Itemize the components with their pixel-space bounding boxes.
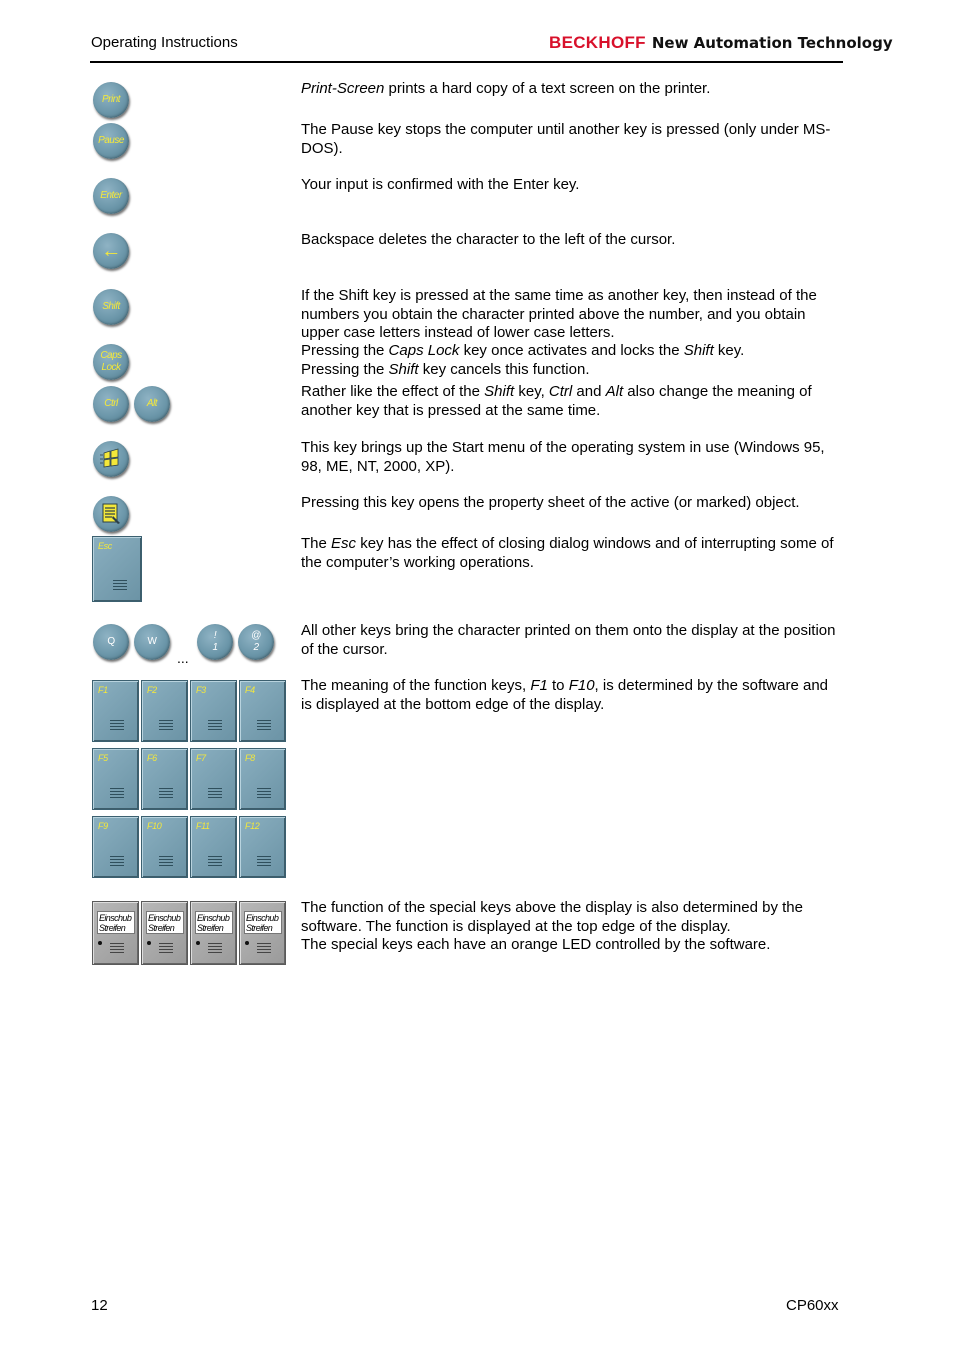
print-text: prints a hard copy of a text screen on the printer. xyxy=(384,80,711,97)
key-grip xyxy=(159,856,173,868)
w-key-label: W xyxy=(147,636,157,647)
brand-logo xyxy=(549,33,893,53)
ctrl-alt-description xyxy=(301,383,841,420)
fkeys-text-3: , is determined by the software and is displayed at the bottom edge of the display. xyxy=(301,677,829,713)
f11-key xyxy=(190,816,237,878)
shift-description: If the Shift key is pressed at the same time as another key, then instead of the numbers you obtain the character printed above the number, and you obtain upper case letters instead of lower case letters. xyxy=(301,287,817,341)
fkeys-term-2: F10 xyxy=(568,677,595,694)
f5-key xyxy=(92,748,139,810)
key-grip xyxy=(110,856,124,868)
caps-term-3: Shift xyxy=(388,360,419,378)
page-number: 12 xyxy=(91,1297,108,1314)
insert-strip xyxy=(146,911,184,934)
two-key-shift-label: @ xyxy=(251,630,261,641)
insert-strip-line1: Einschub xyxy=(99,913,132,923)
caps-term-2: Shift xyxy=(683,342,714,359)
key-grip xyxy=(257,720,271,732)
context-menu-icon xyxy=(100,502,122,526)
f2-key xyxy=(141,680,188,742)
key-grip xyxy=(159,720,173,732)
pause-key-label: Pause xyxy=(98,135,124,146)
ctrl-term-3: Alt xyxy=(605,383,624,400)
insert-strip-line2: Streifen xyxy=(197,923,224,933)
key-grip xyxy=(110,788,124,800)
enter-description: Your input is confirmed with the Enter key. xyxy=(301,176,580,193)
f10-key-label: F10 xyxy=(147,821,162,831)
caps-lock-description xyxy=(301,342,841,379)
ctrl-key-label: Ctrl xyxy=(104,398,118,409)
caps-text-3: key. xyxy=(713,342,745,359)
esc-text-1: The xyxy=(301,535,332,552)
two-key-label: 2 xyxy=(253,642,259,653)
enter-key xyxy=(93,178,129,214)
esc-text-2: key has the effect of closing dialog windows and of interrupting some of the computer’s working operations. xyxy=(301,535,834,571)
f5-key-label: F5 xyxy=(98,753,108,763)
shift-key-label: Shift xyxy=(102,301,120,312)
f9-key xyxy=(92,816,139,878)
led-indicator xyxy=(147,941,151,945)
product-name: CP60xx xyxy=(786,1297,839,1314)
insert-strip-line2: Streifen xyxy=(148,923,175,933)
f3-key-label: F3 xyxy=(196,685,206,695)
esc-description xyxy=(301,535,841,572)
ctrl-text-2: key, xyxy=(514,383,549,400)
insert-strip-line2: Streifen xyxy=(246,923,273,933)
ctrl-term-2: Ctrl xyxy=(548,383,573,400)
shift-key xyxy=(93,289,129,325)
f7-key xyxy=(190,748,237,810)
one-key xyxy=(197,624,233,660)
f1-key xyxy=(92,680,139,742)
f12-key-label: F12 xyxy=(245,821,260,831)
property-key xyxy=(93,496,129,532)
f2-key-label: F2 xyxy=(147,685,157,695)
f6-key xyxy=(141,748,188,810)
header-rule xyxy=(90,61,843,63)
ctrl-term-1: Shift xyxy=(484,383,515,400)
ctrl-text-1: Rather like the effect of the xyxy=(301,383,485,400)
caps-text-1: Pressing the xyxy=(301,342,389,359)
special-key-3 xyxy=(190,901,237,965)
f4-key xyxy=(239,680,286,742)
one-key-shift-label: ! xyxy=(213,630,217,641)
print-term: Print-Screen xyxy=(301,80,385,97)
property-description: Pressing this key opens the property sheet of the active (or marked) object. xyxy=(301,494,800,511)
insert-strip-line1: Einschub xyxy=(148,913,181,923)
special-key-1 xyxy=(92,901,139,965)
backspace-arrow-icon: ← xyxy=(101,240,121,262)
special-key-4 xyxy=(239,901,286,965)
key-grip xyxy=(257,788,271,800)
caps-text-5: key cancels this function. xyxy=(418,360,590,378)
f8-key xyxy=(239,748,286,810)
f7-key-label: F7 xyxy=(196,753,206,763)
caps-term-1: Caps Lock xyxy=(388,342,460,359)
insert-strip xyxy=(244,911,282,934)
f11-key-label: F11 xyxy=(196,821,210,831)
w-key xyxy=(134,624,170,660)
enter-key-label: Enter xyxy=(100,190,122,201)
caps-text-4: Pressing the xyxy=(301,360,389,378)
f3-key xyxy=(190,680,237,742)
key-grip xyxy=(208,943,222,955)
fkeys-text-2: to xyxy=(547,677,569,694)
key-grip xyxy=(159,943,173,955)
windows-description: This key brings up the Start menu of the operating system in use (Windows 95, 98, ME, NT, 2000, XP). xyxy=(301,439,825,475)
esc-key xyxy=(92,536,142,602)
esc-term: Esc xyxy=(331,535,357,552)
backspace-key xyxy=(93,233,129,269)
ellipsis: ... xyxy=(177,650,189,666)
ctrl-text-4: also change the meaning of another key that is pressed at the same time. xyxy=(301,383,812,419)
fkeys-text-1: The meaning of the function keys, xyxy=(301,677,531,694)
fkeys-term-1: F1 xyxy=(530,677,548,694)
special-text: The function of the special keys above the display is also determined by the software. The function is displayed at the top edge of the display. xyxy=(301,899,803,935)
one-key-label: 1 xyxy=(212,642,218,653)
q-key-label: Q xyxy=(107,636,115,647)
other-keys-description: All other keys bring the character printed on them onto the display at the position of the cursor. xyxy=(301,622,836,658)
esc-key-grip xyxy=(113,580,127,592)
header-title: Operating Instructions xyxy=(91,34,238,51)
led-indicator xyxy=(196,941,200,945)
alt-key-label: Alt xyxy=(146,398,158,409)
special-keys-description xyxy=(301,899,841,955)
key-grip xyxy=(159,788,173,800)
key-grip xyxy=(257,856,271,868)
f9-key-label: F9 xyxy=(98,821,108,831)
insert-strip xyxy=(97,911,135,934)
led-indicator xyxy=(98,941,102,945)
function-keys-description xyxy=(301,677,841,714)
key-grip xyxy=(257,943,271,955)
alt-key xyxy=(134,386,170,422)
pause-description: The Pause key stops the computer until another key is pressed (only under MS-DOS). xyxy=(301,121,831,157)
caps-text-2: key once activates and locks the xyxy=(459,342,684,359)
f8-key-label: F8 xyxy=(245,753,255,763)
caps-lock-key xyxy=(93,344,129,380)
brand-tagline: New Automation Technology xyxy=(651,34,893,52)
key-grip xyxy=(208,788,222,800)
special-led-text: The special keys each have an orange LED controlled by the software. xyxy=(301,936,771,953)
insert-strip xyxy=(195,911,233,934)
f4-key-label: F4 xyxy=(245,685,255,695)
pause-key xyxy=(93,123,129,159)
brand-name: BECKHOFF xyxy=(549,33,646,52)
insert-strip-line2: Streifen xyxy=(99,923,126,933)
caps-lock-key-label: Caps Lock xyxy=(100,350,122,373)
print-key-label: Print xyxy=(101,94,121,105)
ctrl-text-3: and xyxy=(572,383,606,400)
two-key xyxy=(238,624,274,660)
special-key-2 xyxy=(141,901,188,965)
f12-key xyxy=(239,816,286,878)
key-grip xyxy=(110,720,124,732)
insert-strip-line1: Einschub xyxy=(197,913,230,923)
key-grip xyxy=(110,943,124,955)
windows-key xyxy=(93,441,129,477)
print-key xyxy=(93,82,129,118)
print-description xyxy=(301,80,841,99)
key-grip xyxy=(208,856,222,868)
key-grip xyxy=(208,720,222,732)
f6-key-label: F6 xyxy=(147,753,157,763)
f1-key-label: F1 xyxy=(98,685,108,695)
esc-key-label: Esc xyxy=(98,541,112,551)
windows-flag-icon xyxy=(99,448,123,470)
f10-key xyxy=(141,816,188,878)
q-key xyxy=(93,624,129,660)
insert-strip-line1: Einschub xyxy=(246,913,279,923)
led-indicator xyxy=(245,941,249,945)
backspace-description: Backspace deletes the character to the left of the cursor. xyxy=(301,231,676,248)
ctrl-key xyxy=(93,386,129,422)
